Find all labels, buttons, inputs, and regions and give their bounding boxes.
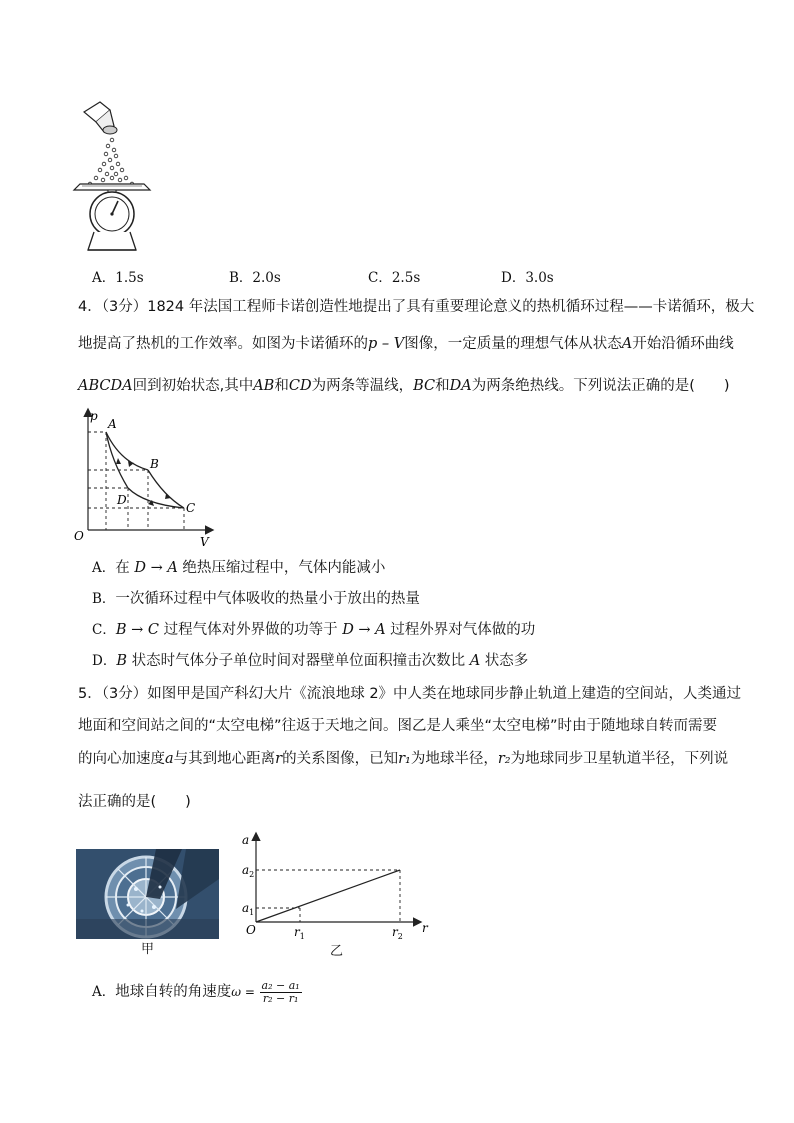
q4-option-a-math: D → A [134,560,178,576]
fig-yi-caption: 乙 [330,944,344,959]
q5-line3c: 与其到地心距离 [173,751,276,767]
q3-option-c-letter: C． [368,270,392,286]
q5-fraction-denominator: r₂ − r₁ [262,991,299,1005]
q5-line4-text: 法正确的是( ) [78,794,191,810]
q4-graph-a: A [108,417,117,431]
q5-fraction-numerator: a₂ − a₁ [261,978,300,992]
q4-number: 4． [78,299,102,315]
q5-line3e: 的关系图像，已知 [282,751,399,767]
q4-graph-d: D [117,493,127,507]
q4-state-a: A [621,336,633,352]
q3-option-b[interactable] [229,268,281,288]
q4-pv-diagram [72,406,220,548]
q5-graph-o: O [246,923,256,937]
q4-ab: AB [253,378,275,394]
q5-graph-a: a [242,833,250,847]
q4-option-d-math2: A [469,653,481,669]
q4-graph-v: V [200,535,209,548]
q4-pv: p – V [368,336,405,352]
q4-option-a-letter: A． [92,560,116,576]
q4-option-b[interactable] [92,589,420,609]
q4-line3f: 为两条等温线， [311,378,414,394]
q4-option-d-letter: D． [92,653,117,669]
q4-option-a[interactable] [92,558,385,578]
q4-line2a: 地提高了热机的工作效率。如图为卡诺循环的 [78,336,368,352]
q5-option-a-omega: ω = [231,985,255,999]
q5-graph-a1: a [242,901,250,915]
q4-bc: BC [413,378,436,394]
q5-line2-text: 地面和空间站之间的“太空电梯”往返于天地之间。图乙是人乘坐“太空电梯”时由于随地球自转而需要 [78,718,718,734]
svg-text:a2 [242,863,254,879]
q3-option-c-value: 2.5s [391,270,421,286]
q4-graph-c: C [186,501,196,515]
q4-option-c-math2: D → A [342,622,386,638]
q5-graph-a2-sub: 2 [249,870,255,879]
q5-graph-a1-sub: 1 [249,908,255,917]
q4-option-c-letter: C． [92,622,116,638]
svg-text:r2 [392,925,403,940]
q5-option-a-letter: A． [92,984,116,1000]
q4-option-a-pre: 在 [115,560,135,576]
q4-graph-o: O [74,529,84,543]
q3-option-a[interactable] [92,268,144,288]
space-station-image [76,849,219,939]
q5-graph-r2: r [392,925,398,939]
q5-option-a-text: 地球自转的角速度 [115,984,232,1000]
q4-abcda: ABCDA [78,378,133,394]
q5-option-a-fraction [260,980,302,1005]
q4-line-3 [78,376,730,396]
q5-var-r: r [275,751,283,767]
q4-option-d-post2: 状态多 [480,653,529,669]
svg-text:r1 [294,925,305,940]
q5-graph-r1: r [294,925,300,939]
q5-ar-diagram [236,828,436,940]
q5-points: （3分） [101,686,148,702]
q3-option-d-letter: D． [501,270,526,286]
q4-line-2 [78,334,734,354]
q5-graph-r2-sub: 2 [397,932,403,940]
q5-var-r2: r₂ [497,751,511,767]
q4-option-c-post: 过程气体对外界做的功等于 [158,622,343,638]
q4-line2c: 图像，一定质量的理想气体从状态 [404,336,622,352]
q5-line3i: 为地球同步卫星轨道半径，下列说 [510,751,729,767]
q3-option-b-letter: B． [229,270,253,286]
q3-option-a-letter: A． [92,270,116,286]
q4-option-b-letter: B． [92,591,116,607]
q4-graph-b: B [150,457,159,471]
q5-var-a: a [165,751,174,767]
q4-line3h: 和 [435,378,450,394]
q5-graph-r: r [422,921,428,935]
scale-illustration [70,100,154,256]
q3-option-a-value: 1.5s [115,270,144,286]
q4-option-a-post: 绝热压缩过程中，气体内能减小 [177,560,386,576]
svg-text:a1 [242,901,254,917]
fig-jia-caption: 甲 [141,942,155,957]
q4-line2e: 开始沿循环曲线 [632,336,734,352]
q4-da: DA [449,378,472,394]
q4-line3d: 和 [274,378,289,394]
q4-option-d-post: 状态时气体分子单位时间对器壁单位面积撞击次数比 [126,653,470,669]
q4-line3b: 回到初始状态,其中 [132,378,254,394]
q5-graph-a2: a [242,863,250,877]
q4-graph-p: p [90,409,98,423]
q4-option-d[interactable] [92,651,528,671]
q3-option-d[interactable] [501,268,554,288]
q3-option-b-value: 2.0s [252,270,281,286]
q5-line-1 [78,684,741,704]
q5-line3g: 为地球半径， [410,751,498,767]
q4-line1-text: 1824 年法国工程师卡诺创造性地提出了具有重要理论意义的热机循环过程——卡诺循环，极大 [147,299,755,315]
q5-line3a: 的向心加速度 [78,751,165,767]
q4-option-c[interactable] [92,620,535,640]
q5-line1-text: 如图甲是国产科幻大片《流浪地球 2》中人类在地球同步静止轨道上建造的空间站，人类通过 [147,686,742,702]
q5-option-a[interactable] [92,978,302,1006]
q4-line3j: 为两条绝热线。下列说法正确的是( ) [471,378,730,394]
q3-option-d-value: 3.0s [525,270,554,286]
q5-line-4 [78,792,191,812]
q4-line-1 [78,297,754,317]
q5-line-3 [78,749,728,769]
q4-points: （3分） [101,299,148,315]
q4-option-c-math: B → C [115,622,159,638]
q5-var-r1: r₁ [398,751,411,767]
q4-option-d-math: B [116,653,127,669]
q4-option-c-post2: 过程外界对气体做的功 [385,622,536,638]
q5-line-2 [78,716,717,736]
q5-number: 5． [78,686,102,702]
q4-cd: CD [288,378,312,394]
q4-option-b-text: 一次循环过程中气体吸收的热量小于放出的热量 [115,591,420,607]
q3-option-c[interactable] [368,268,420,288]
q5-graph-r1-sub: 1 [299,932,305,940]
